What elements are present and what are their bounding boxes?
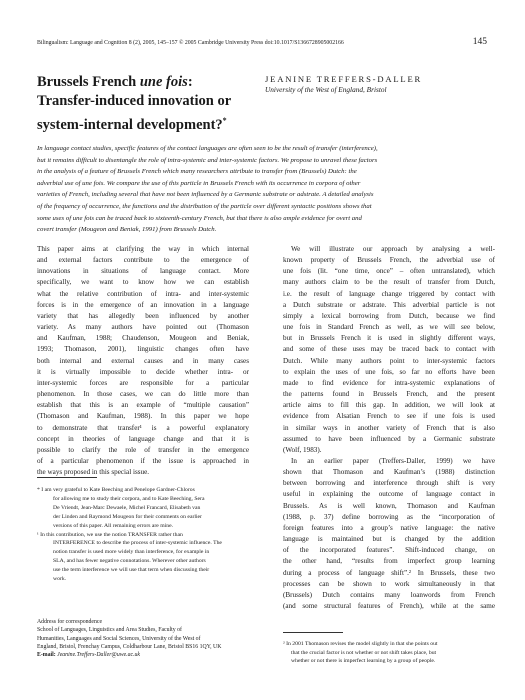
body-line: evidence from Alsatian French to see if une fois is used [283, 412, 495, 421]
body-line: and some of these uses may be traced back to contact with [283, 345, 495, 354]
body-line: 1993; Thomason, 2001), linguistic changes often have [37, 345, 249, 354]
body-line: made to find evidence for intra-systemic explanations of [283, 378, 495, 387]
body-line: We will illustrate our approach by analysing a well- [291, 245, 495, 253]
body-line: and external factors contribute to the emergence of [37, 256, 249, 265]
title-line-3: system-internal development?* [37, 116, 227, 133]
body-line: concept in theories of language change and that it is [37, 434, 249, 443]
body-line: (Thomason and Kaufman, 1988). In this paper we hope [37, 412, 249, 421]
body-line: to explain the uses of une fois, so far no efforts have been [283, 367, 495, 376]
footnote-line: * I am very grateful to Kate Beeching and Penelope Gardner-Chloros [37, 487, 195, 493]
body-line: what the relative contribution of intra- and inter-systemic [37, 289, 249, 298]
body-line: specifically, we want to know how we can establish [37, 278, 249, 287]
footnote-line: ¹ In this contribution, we use the notion TRANSFER rather than [37, 531, 183, 538]
body-line: known property of Brussels French, the adverbial use of [283, 256, 495, 265]
footnote-line: SLA, and has fewer negative connotations. Wherever other authors [53, 558, 206, 565]
body-line: (Wolf, 1983). [283, 445, 322, 454]
footnote-line: versions of this paper. All remaining errors are mine. [53, 522, 174, 529]
body-line: many authors claim to be the result of transfer from Dutch, [283, 278, 495, 287]
body-line: (and some structural features of French), while at the same [283, 602, 495, 610]
body-line: forces is in the emergence of an innovation in a language [37, 300, 249, 309]
body-line: establish that this is an example of “multiple causation” [37, 401, 249, 410]
body-line: (Brussels) Dutch contains many loanwords from French [283, 590, 495, 599]
page-number: 145 [472, 37, 487, 47]
author-name: JEANINE TREFFERS-DALLER [265, 74, 423, 84]
body-line: In an earlier paper (Treffers-Daller, 1999) we have [291, 456, 495, 465]
footnote-right [283, 640, 495, 666]
body-line: it is virtually impossible to decide whether intra- or [37, 367, 249, 376]
footnote-line: for allowing me to study their corpora, and to Kate Beeching, Sera [53, 495, 205, 502]
body-line: the patterns found in Brussels French, and the present [283, 390, 495, 399]
body-line: possible to clarify the role of transfer in the emergence [37, 445, 249, 454]
address-heading: Address for correspondence [37, 619, 103, 625]
footnote-line: De Vriendt, Jean-Marc Dewaele, Michel Francard, Elisabeth van [53, 504, 201, 511]
body-line: a Dutch substrate or adstrate. This adverbial particle is not [283, 300, 495, 309]
body-line: assumed to have been influenced by a Germanic substrate [283, 434, 495, 443]
body-line: shown that Thomason and Kaufman’s (1988) distinction [283, 468, 495, 477]
title-line-1: Brussels French une fois: [37, 74, 193, 90]
footnote-line: that the crucial factor is not whether or not shift takes place, but [291, 649, 437, 656]
body-line: the ways proposed in this special issue. [37, 468, 150, 477]
body-line: to demonstrate that transfer¹ is a powerful explanatory [37, 423, 249, 432]
body-line: inter-systemic forces are responsible for a particular [37, 378, 249, 387]
body-line: during a process of language shift”.² In Brussels, these two [283, 568, 495, 577]
body-line: une fois (lit. “one time, once” – often untranslated), which [283, 267, 495, 276]
body-line: variety that has allegedly been influenced by another [37, 311, 249, 320]
body-line: processes can be shown to work simultaneously in that [283, 579, 495, 588]
footnote-line: der Linden and Raymond Mougeon for their comments on earlier [53, 513, 202, 520]
address-line: England, Bristol, Frenchay Campus, Coldharbour Lane, Bristol BS16 1QY, UK [37, 643, 222, 650]
body-line: useful in explaining the outcome of language contact in [283, 490, 495, 499]
body-line: but in Brussels French it is used in slightly different ways, [283, 334, 495, 343]
running-head: Bilingualism: Language and Cognition 8 (2), 2005, 145–157 © 2005 Cambridge University Press doi:10.1017/S1366728905002166 [37, 40, 344, 46]
abstract-line: adverbial use of une fois. We compare the use of this particle in Brussels French with its occurrence in corpora of other [37, 179, 361, 187]
body-line: simply a lexical borrowing from Dutch, because we find [283, 311, 495, 320]
body-line: of the incorporated features”. Shift-induced change, on [283, 546, 495, 555]
body-line: i.e. the result of language change triggered by contact with [283, 289, 495, 298]
footnote-line: ² In 2001 Thomason revises the model slightly in that she points out [283, 641, 438, 647]
footnote-line: whether or not there is imperfect learning by a group of people. [291, 658, 436, 664]
footnote-divider [37, 477, 97, 478]
body-line: and Kaufman, 1988; Chaudenson, Mougeon and Beniak, [37, 334, 249, 343]
footnote-line: use the term interference we will use that term when discussing their [53, 567, 210, 574]
body-line: variety. As many authors have pointed out (Thomason [37, 323, 249, 332]
abstract-line: some uses of une fois can be traced back to sixteenth-century French, but that there is also ample evidence for overt and [37, 214, 362, 222]
body-line: the other hand, “results from imperfect group learning [283, 557, 495, 566]
footnote-line: notion transfer is used more widely than interference, for example in [53, 549, 210, 556]
footnote-line: work. [53, 576, 67, 583]
author-affiliation: University of the West of England, Bristol [265, 85, 387, 94]
abstract-line: but it remains difficult to disentangle the role of intra-systemic and inter-systemic factors. We propose to unravel these factors [37, 156, 378, 164]
body-line: between borrowing and interference through shift is very [283, 479, 495, 488]
body-column-left [37, 244, 249, 478]
body-line: in similar ways in another variety of French that is also [283, 423, 495, 432]
body-line: of a particular phenomenon if the issue is approached in [37, 456, 249, 465]
abstract-line: In language contact studies, specific features of the contact languages are often seen to be the result of transfer (interference), [37, 145, 378, 152]
abstract-line: varieties of French, including several that have not been influenced by a Germanic substrate or adstrate. A detailed analysis [37, 191, 374, 199]
email-line: E-mail: Jeanine.Treffers-Daller@uwe.ac.uk [37, 652, 140, 659]
body-line: innovations in situations of language contact. More [37, 267, 249, 276]
article-title [37, 73, 262, 135]
address-line: Humanities, Languages and Social Sciences, University of the West of [37, 635, 201, 642]
body-column-right [283, 244, 495, 612]
body-line: Brussels. As is well known, Thomason and Kaufman [283, 501, 495, 510]
footnote-divider [283, 632, 343, 633]
body-line: Dutch. While many authors point to inter-systemic factors [283, 356, 495, 365]
body-line: language is maintained but is changed by the addition [283, 535, 495, 544]
abstract [37, 143, 492, 236]
email-link[interactable]: Jeanine.Treffers-Daller@uwe.ac.uk [57, 652, 140, 659]
body-line: phenomenon. In those cases, we can do little more than [37, 390, 249, 399]
footnote-line: INTERFERENCE to describe the process of inter-systemic influence. The [53, 540, 222, 547]
abstract-line: of the frequency of occurrence, the functions and the distribution of the particle over different syntactic positions shows that [37, 202, 372, 210]
abstract-line: in the analysis of a feature of Brussels French which many researchers attribute to transfer from (Brussels) Dutch: the [37, 168, 357, 176]
footnotes-left [37, 486, 249, 584]
title-line-2: Transfer-induced innovation or [37, 93, 232, 109]
body-line: article aims to fill this gap. In addition, we will look at [283, 401, 495, 410]
author-block [265, 74, 495, 95]
address-line: School of Languages, Linguistics and Area Studies, Faculty of [37, 627, 182, 634]
body-line: foreign features into a group’s native language: the native [283, 523, 495, 532]
abstract-line: covert transfer (Mougeon and Beniak, 1991) from Brussels Dutch. [37, 226, 217, 234]
body-line: both internal and external causes and in many cases [37, 356, 249, 365]
body-line: (1988, p. 37) define borrowing as the “incorporation of [283, 512, 495, 521]
correspondence-address [37, 618, 277, 659]
body-line: une fois in Standard French as well, as we will see below, [283, 323, 495, 332]
body-line: This paper aims at clarifying the way in which internal [37, 245, 249, 253]
